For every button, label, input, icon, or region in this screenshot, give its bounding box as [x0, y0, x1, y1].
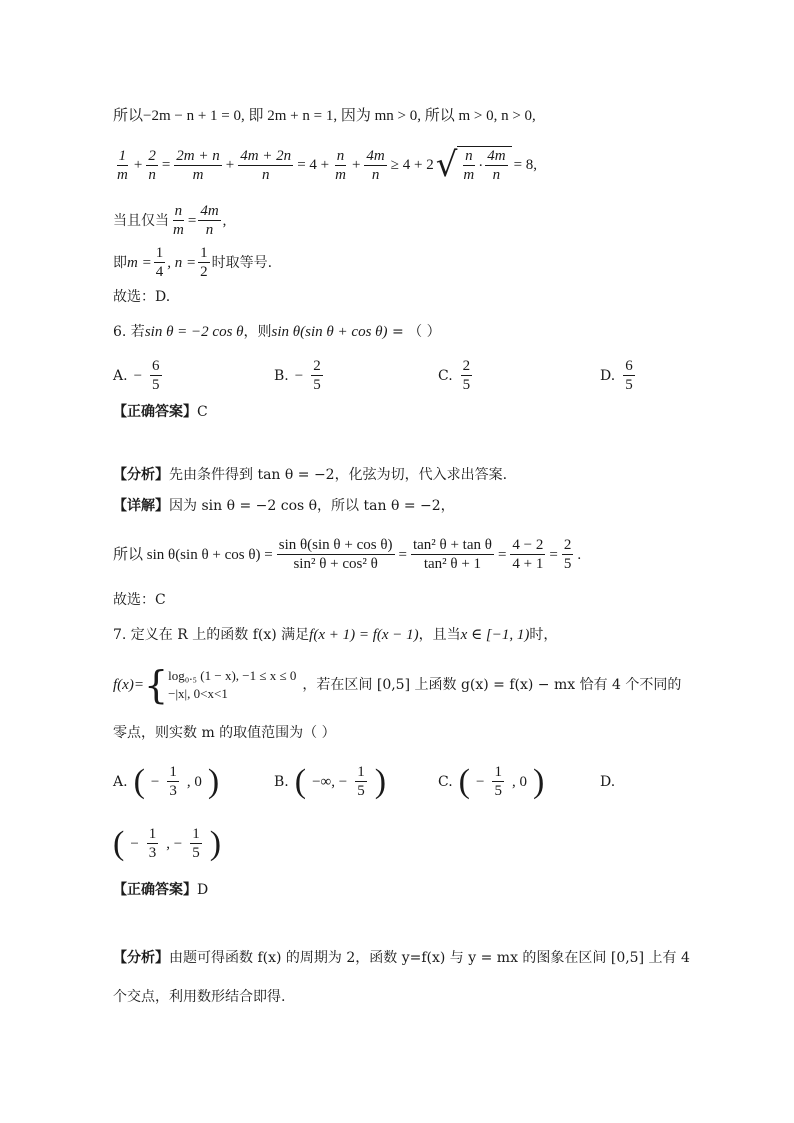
- numerator: 1: [118, 147, 127, 164]
- option-fraction: [150, 357, 162, 394]
- q7-option-d[interactable]: [113, 825, 221, 862]
- question-7-stem-a: 7. 定义在 R 上的函数 f(x) 满足: [113, 627, 310, 643]
- question-6-expression: sin θ(sin θ + cos θ): [271, 324, 388, 340]
- calc-fraction-1: [277, 536, 395, 573]
- denominator: 2: [200, 264, 208, 280]
- piecewise-lhs: f(x)=: [113, 677, 144, 693]
- numerator: n: [465, 148, 473, 164]
- option-sign: −: [150, 773, 160, 790]
- q6-select: [113, 590, 166, 610]
- analysis-label: 【分析】: [113, 950, 169, 966]
- question-6-condition: sin θ = −2 cos θ: [144, 324, 244, 340]
- q6-option-d[interactable]: [600, 357, 637, 394]
- question-7-stem-e-line: [113, 723, 336, 743]
- denominator: n: [371, 166, 380, 183]
- denominator: m: [335, 166, 346, 183]
- question-7-stem-d: ，若在区间 [0,5] 上函数 g(x) = f(x) − mx 恰有 4 个不同的: [302, 677, 682, 693]
- q6-option-b[interactable]: [274, 357, 325, 394]
- operator: =: [161, 157, 171, 173]
- q6-detail: [113, 496, 455, 516]
- numerator: n: [174, 203, 183, 219]
- option-tail: , 0: [511, 773, 527, 790]
- calc-fraction-3: [510, 536, 545, 573]
- option-fraction: [623, 357, 635, 394]
- analysis-text-1: 由题可得函数 f(x) 的周期为 2，函数 y=f(x) 与 y = mx 的图象在区间 [0,5] 上有 4: [169, 950, 690, 966]
- right-paren-icon: ): [207, 762, 220, 800]
- denominator: m: [463, 167, 475, 183]
- numerator: 1: [494, 764, 502, 780]
- operator: ≥ 4 + 2: [390, 157, 434, 173]
- denominator: 5: [625, 377, 633, 393]
- q7-option-c[interactable]: [438, 763, 544, 800]
- q6-correct-answer: [113, 402, 208, 422]
- n-equals: , n =: [167, 254, 197, 271]
- solution-line-1: [113, 106, 536, 126]
- q7-option-d-label[interactable]: [600, 772, 615, 792]
- numerator: 4m: [366, 147, 385, 164]
- numerator: 1: [357, 764, 365, 780]
- q7-correct-answer: [113, 880, 208, 900]
- option-label: A.: [113, 773, 128, 790]
- option-label: D.: [600, 367, 616, 384]
- question-6-stem: [113, 322, 441, 342]
- denominator: m: [117, 166, 128, 183]
- select-answer-5-text: 故选：D.: [113, 289, 171, 305]
- analysis-text-2: 个交点，利用数形结合即得.: [113, 989, 286, 1005]
- option-label: D.: [600, 774, 616, 790]
- frac-4m-over-n-root: [485, 147, 507, 184]
- calc-fraction-4: [562, 536, 574, 573]
- option-mid: , −: [166, 835, 183, 852]
- q6-option-a[interactable]: [113, 357, 164, 394]
- answer-value: D: [197, 882, 209, 898]
- analysis-label: 【分析】: [113, 467, 169, 483]
- numerator: 1: [148, 826, 157, 842]
- option-fraction: [167, 763, 179, 800]
- operator: =: [549, 546, 558, 563]
- analysis-text: 先由条件得到 tan θ = −2，化弦为切，代入求出答案.: [169, 467, 508, 483]
- operator: ·: [478, 157, 484, 174]
- q7-analysis-line-1: [113, 948, 690, 968]
- frac-n-over-m: [333, 147, 348, 184]
- answer-value: C: [197, 404, 208, 420]
- option-label: C.: [438, 773, 453, 790]
- left-brace-icon: {: [143, 663, 169, 707]
- calc-prefix: 所以 sin θ(sin θ + cos θ) =: [113, 546, 273, 563]
- question-7-stem-e: 零点，则实数 m 的取值范围为（ ）: [113, 725, 336, 741]
- inequality-chain: [113, 146, 537, 184]
- right-paren-icon: ): [209, 824, 222, 862]
- q6-option-c[interactable]: [438, 357, 474, 394]
- frac-n-over-m-cond: [171, 202, 186, 239]
- piecewise-cases: [168, 667, 296, 703]
- left-paren-icon: (: [458, 762, 470, 800]
- q7-option-b[interactable]: [274, 763, 386, 800]
- frac-1-over-m: [115, 147, 130, 184]
- m-equals: m =: [127, 254, 152, 271]
- option-tail: , 0: [186, 773, 202, 790]
- numerator: 2: [462, 358, 471, 374]
- operator: =: [497, 546, 507, 563]
- option-label: A.: [113, 367, 128, 384]
- operator: +: [133, 157, 143, 173]
- frac-2-over-n: [146, 147, 158, 184]
- option-label: B.: [274, 773, 289, 790]
- option-fraction: [355, 763, 367, 800]
- numerator: 1: [192, 826, 200, 842]
- question-6-stem-b: ，则: [243, 324, 272, 340]
- numerator: n: [336, 147, 345, 164]
- option-fraction-1: [147, 825, 159, 862]
- frac-4m-over-n-cond: [198, 202, 220, 239]
- denominator: m: [192, 166, 204, 183]
- numerator: 2: [563, 537, 572, 553]
- denominator: 5: [313, 377, 321, 393]
- denominator: 5: [152, 377, 160, 393]
- numerator: 6: [152, 358, 160, 374]
- operator: ,: [222, 212, 227, 229]
- question-7-domain: x ∈ [−1, 1): [460, 627, 530, 643]
- select-text: 故选：C: [113, 592, 166, 608]
- right-paren-icon: ): [532, 762, 545, 800]
- numerator: 2: [148, 147, 156, 164]
- q7-option-a[interactable]: [113, 763, 219, 800]
- question-7-condition: f(x + 1) = f(x − 1): [309, 627, 419, 643]
- equality-condition-prefix: 当且仅当: [113, 212, 169, 229]
- denominator: 3: [148, 845, 157, 861]
- option-sign: −: [133, 367, 143, 384]
- denominator: 4: [155, 264, 164, 280]
- numerator: 4m + 2n: [240, 147, 292, 164]
- equality-values-suffix: 时取等号.: [211, 254, 273, 271]
- question-7-stem-b: ，且当: [418, 627, 461, 643]
- answer-label: 【正确答案】: [113, 882, 197, 898]
- option-fraction: [492, 763, 504, 800]
- denominator: 5: [563, 556, 572, 572]
- option-fraction-2: [190, 825, 202, 862]
- question-7-piecewise: [113, 663, 682, 707]
- equality-values: [113, 244, 272, 281]
- operator: = 4 +: [297, 157, 330, 173]
- denominator: m: [173, 222, 184, 238]
- detail-label: 【详解】: [113, 498, 169, 514]
- solution-line-1-text: 所以−2m − n + 1 = 0, 即 2m + n = 1, 因为 mn > 0, 所以 m > 0, n > 0,: [113, 108, 536, 124]
- question-6-stem-a: 6. 若: [113, 324, 145, 340]
- operator: =: [398, 546, 407, 563]
- numerator: 4m: [200, 203, 219, 219]
- operator: = 8,: [513, 157, 538, 173]
- denominator: 3: [169, 783, 177, 799]
- square-root: [436, 146, 512, 184]
- denominator: n: [261, 166, 270, 183]
- operator: =: [187, 212, 197, 229]
- equality-values-prefix: 即: [113, 254, 127, 271]
- option-sign: −: [476, 773, 485, 790]
- frac-n-over-m-root: [461, 147, 476, 184]
- q6-analysis: [113, 465, 507, 485]
- option-label: C.: [438, 367, 453, 384]
- question-6-stem-c: = （ ）: [387, 324, 441, 340]
- q7-analysis-line-2: [113, 987, 285, 1007]
- radical-sign-icon: √: [435, 145, 458, 185]
- numerator: 4 − 2: [512, 537, 544, 553]
- frac-2m-plus-n-over-m: [174, 147, 221, 184]
- numerator: sin θ(sin θ + cos θ): [278, 537, 393, 553]
- numerator: 2: [313, 358, 321, 374]
- option-head: −∞, −: [312, 773, 348, 790]
- operator: +: [225, 157, 235, 173]
- option-sign: −: [130, 835, 139, 852]
- detail-text: 因为 sin θ = −2 cos θ，所以 tan θ = −2，: [169, 498, 455, 514]
- denominator: n: [148, 166, 156, 183]
- frac-one-half: [198, 244, 210, 281]
- denominator: sin² θ + cos² θ: [293, 556, 378, 572]
- answer-label: 【正确答案】: [113, 404, 197, 420]
- option-label: B.: [274, 367, 289, 384]
- denominator: tan² θ + 1: [423, 556, 482, 572]
- numerator: tan² θ + tan θ: [412, 537, 492, 553]
- numerator: 2m + n: [176, 147, 220, 164]
- frac-one-quarter: [154, 244, 166, 281]
- numerator: 4m: [487, 148, 506, 164]
- denominator: n: [205, 222, 214, 238]
- denominator: 5: [494, 783, 502, 799]
- numerator: 1: [200, 245, 208, 261]
- piecewise-case-2: −|x|, 0<x<1: [168, 686, 228, 701]
- operator: +: [351, 157, 361, 173]
- option-fraction: [461, 357, 473, 394]
- frac-4m-plus-2n-over-n: [238, 147, 293, 184]
- denominator: 5: [357, 783, 365, 799]
- left-paren-icon: (: [133, 762, 145, 800]
- select-answer-5: [113, 287, 170, 307]
- calc-fraction-2: [411, 536, 494, 573]
- frac-4m-over-n: [364, 147, 386, 184]
- denominator: n: [492, 167, 501, 183]
- q6-calculation: [113, 536, 581, 573]
- equality-condition: [113, 202, 226, 239]
- question-7-stem-c: 时，: [529, 627, 558, 643]
- numerator: 6: [625, 358, 633, 374]
- question-7-stem: [113, 625, 557, 645]
- left-paren-icon: (: [294, 762, 307, 800]
- numerator: 1: [169, 764, 177, 780]
- operator: .: [577, 546, 582, 563]
- denominator: 5: [192, 845, 200, 861]
- radicand: [457, 146, 511, 184]
- piecewise-case-1: log₀.₅ (1 − x), −1 ≤ x ≤ 0: [168, 668, 297, 683]
- option-sign: −: [294, 367, 304, 384]
- option-fraction: [311, 357, 323, 394]
- left-paren-icon: (: [113, 824, 125, 862]
- numerator: 1: [155, 245, 164, 261]
- right-paren-icon: ): [374, 762, 387, 800]
- denominator: 4 + 1: [512, 556, 544, 572]
- denominator: 5: [462, 377, 471, 393]
